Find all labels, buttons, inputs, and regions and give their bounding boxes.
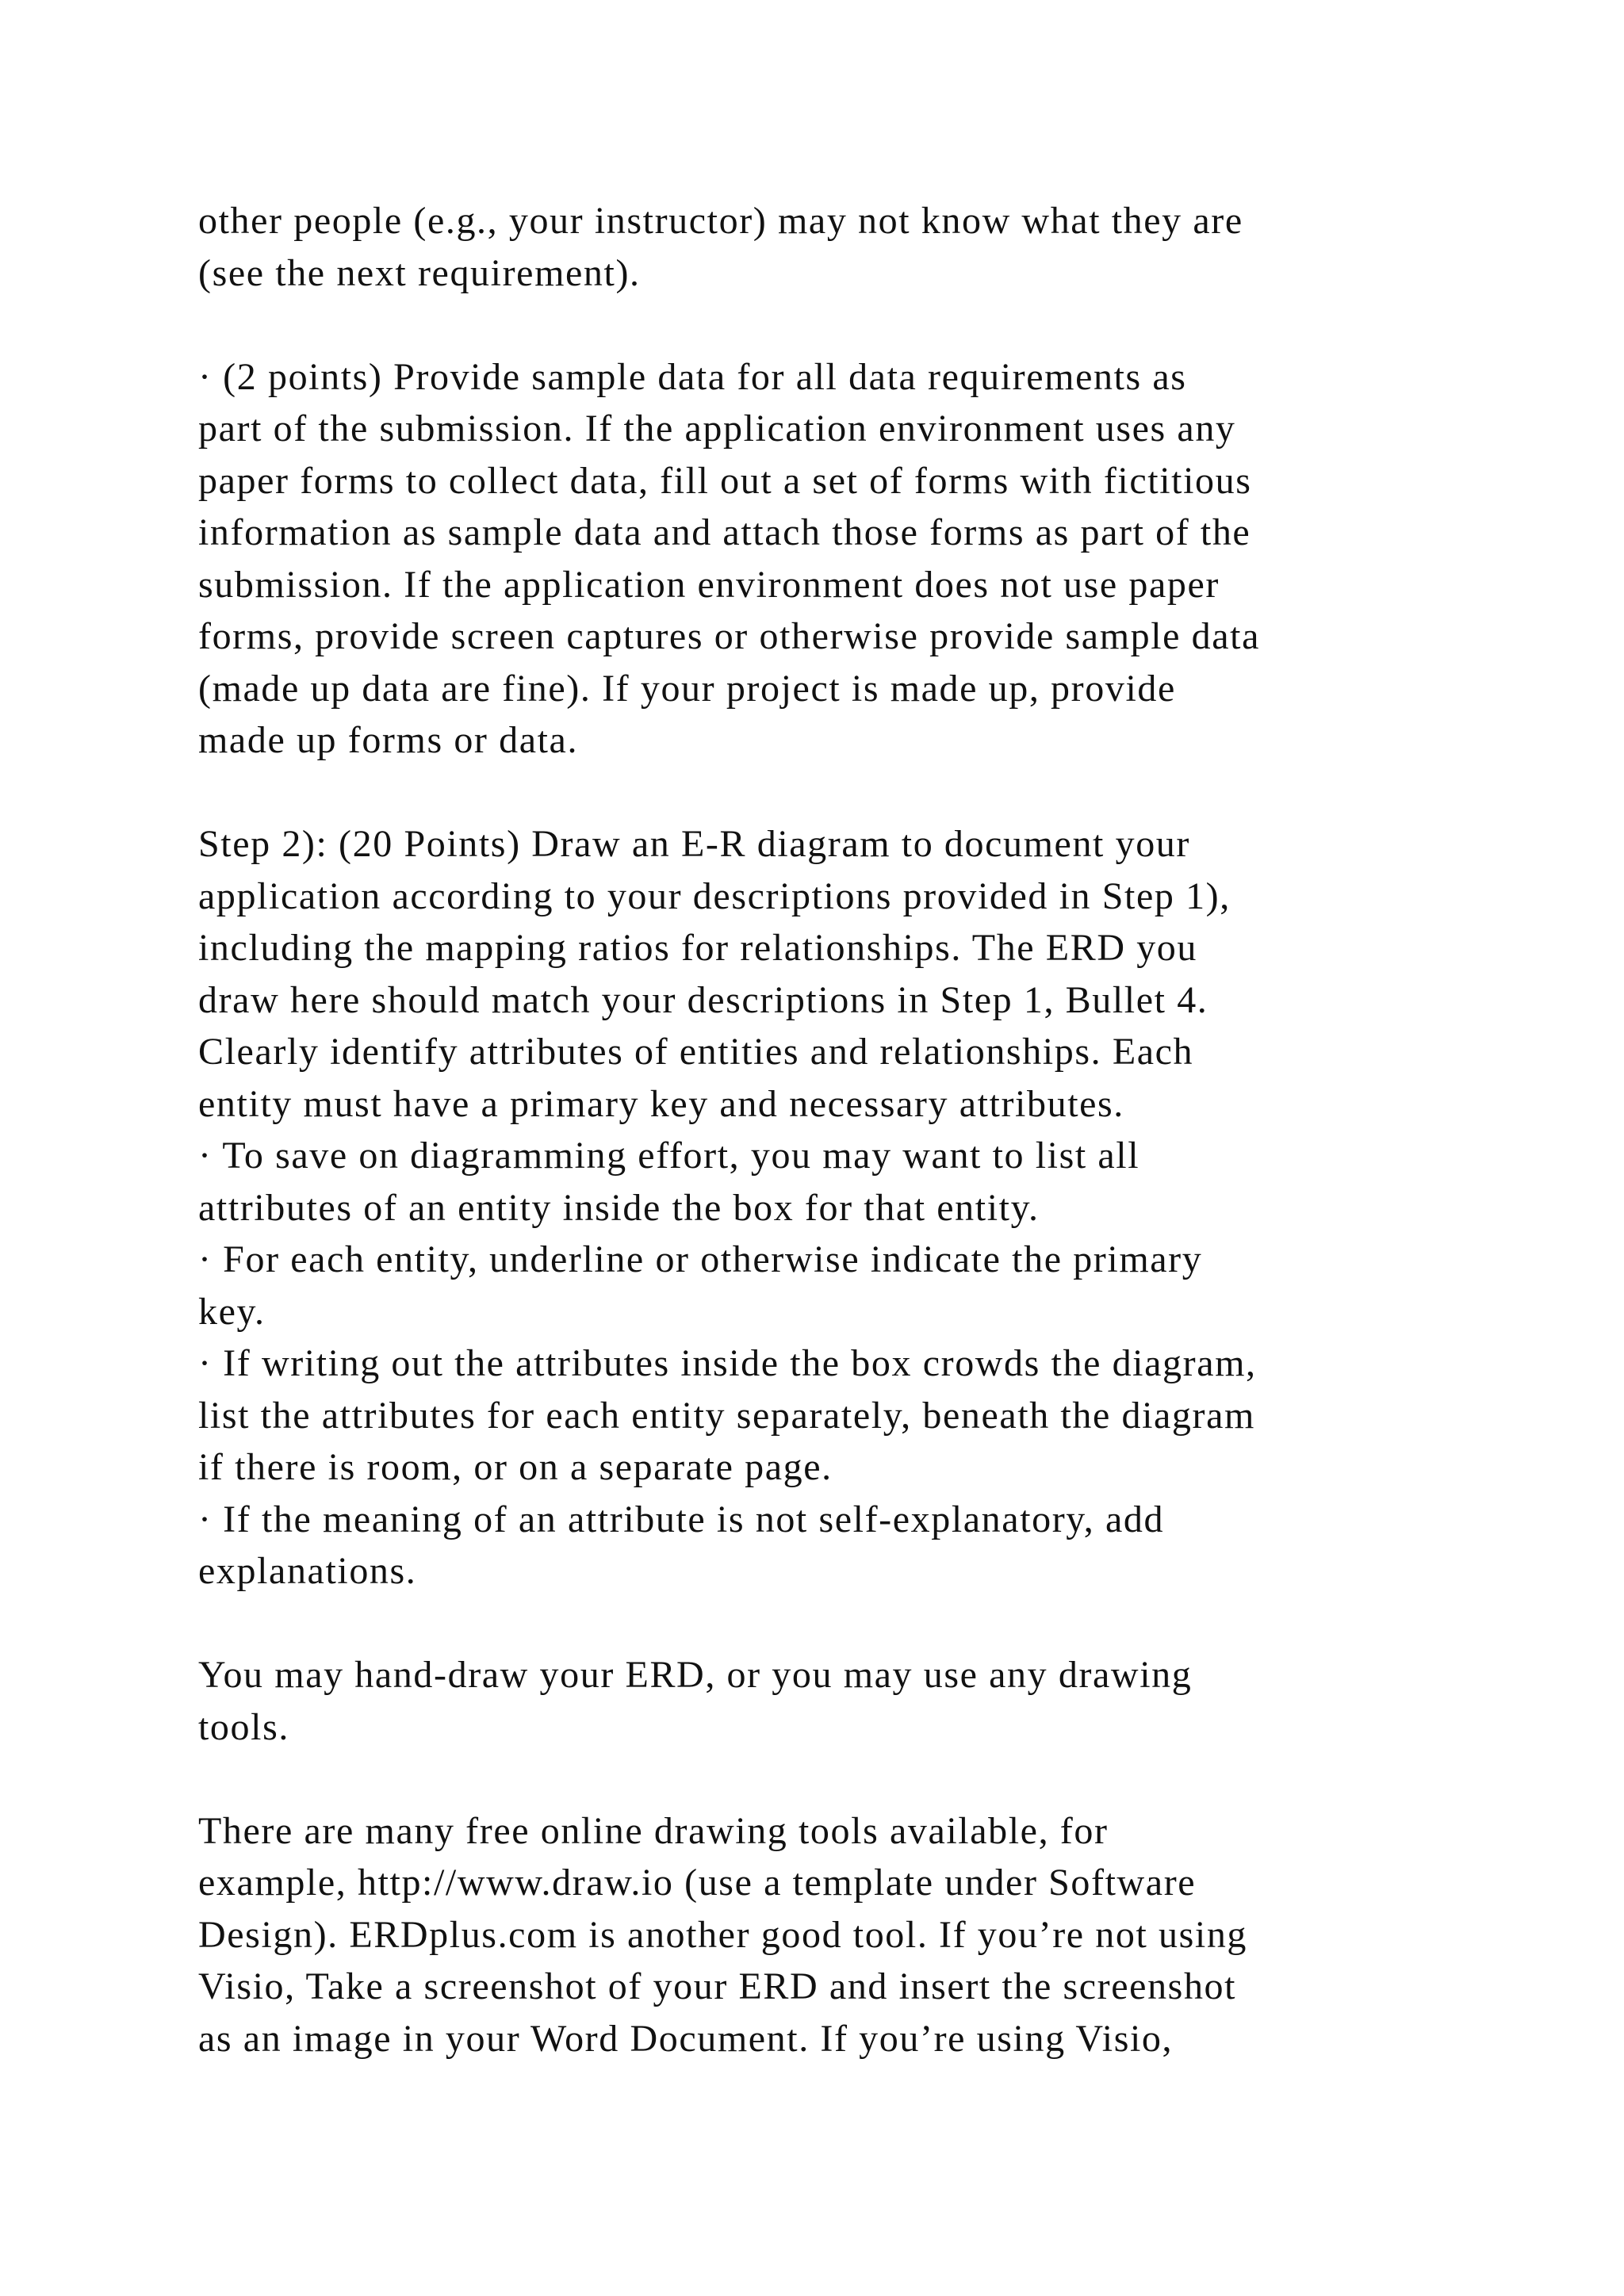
text-line: Clearly identify attributes of entities and relationships. Each bbox=[198, 1031, 1194, 1073]
text-line: (see the next requirement). bbox=[198, 251, 641, 294]
blank-line bbox=[198, 1598, 1507, 1650]
text-line: Step 2): (20 Points) Draw an E-R diagram to document your bbox=[198, 823, 1190, 865]
text-line: · (2 points) Provide sample data for all data requirements as bbox=[198, 355, 1187, 398]
text-line: information as sample data and attach those forms as part of the bbox=[198, 511, 1251, 553]
text-line: submission. If the application environment does not use paper bbox=[198, 563, 1220, 606]
text-line: Visio, Take a screenshot of your ERD and insert the screenshot bbox=[198, 1965, 1237, 2007]
text-line: tools. bbox=[198, 1705, 289, 1748]
text-line: · For each entity, underline or otherwise indicate the primary bbox=[198, 1238, 1203, 1280]
text-line: if there is room, or on a separate page. bbox=[198, 1446, 833, 1488]
blank-line bbox=[198, 299, 1507, 351]
text-line: Design). ERDplus.com is another good tool. If you’re not using bbox=[198, 1913, 1248, 1956]
text-line: as an image in your Word Document. If you’re using Visio, bbox=[198, 2017, 1174, 2060]
text-line: part of the submission. If the application environment uses any bbox=[198, 408, 1236, 450]
text-line: including the mapping ratios for relationships. The ERD you bbox=[198, 927, 1197, 969]
text-line: attributes of an entity inside the box for that entity. bbox=[198, 1186, 1040, 1229]
text-line: forms, provide screen captures or otherwise provide sample data bbox=[198, 615, 1261, 657]
text-line: · If the meaning of an attribute is not self-explanatory, add bbox=[198, 1498, 1165, 1540]
text-line: · To save on diagramming effort, you may want to list all bbox=[198, 1135, 1140, 1177]
text-line: · If writing out the attributes inside the box crowds the diagram, bbox=[198, 1342, 1257, 1384]
text-line: You may hand-draw your ERD, or you may use any drawing bbox=[198, 1654, 1193, 1696]
text-line: other people (e.g., your instructor) may not know what they are bbox=[198, 200, 1243, 242]
text-line: example, http://www.draw.io (use a template under Software bbox=[198, 1862, 1197, 1904]
text-line: key. bbox=[198, 1290, 266, 1333]
text-line: application according to your descriptions provided in Step 1), bbox=[198, 874, 1231, 917]
text-line: entity must have a primary key and necessary attributes. bbox=[198, 1082, 1124, 1125]
text-line: There are many free online drawing tools available, for bbox=[198, 1809, 1109, 1852]
text-line: draw here should match your descriptions in Step 1, Bullet 4. bbox=[198, 978, 1208, 1021]
text-line: made up forms or data. bbox=[198, 719, 579, 761]
text-line: paper forms to collect data, fill out a set of forms with fictitious bbox=[198, 459, 1252, 502]
blank-line bbox=[198, 767, 1507, 819]
text-line: list the attributes for each entity separately, beneath the diagram bbox=[198, 1394, 1255, 1437]
text-line: explanations. bbox=[198, 1550, 417, 1592]
text-line: (made up data are fine). If your project is made up, provide bbox=[198, 667, 1176, 710]
document-text bbox=[198, 195, 1507, 2064]
blank-line bbox=[198, 1753, 1507, 1805]
